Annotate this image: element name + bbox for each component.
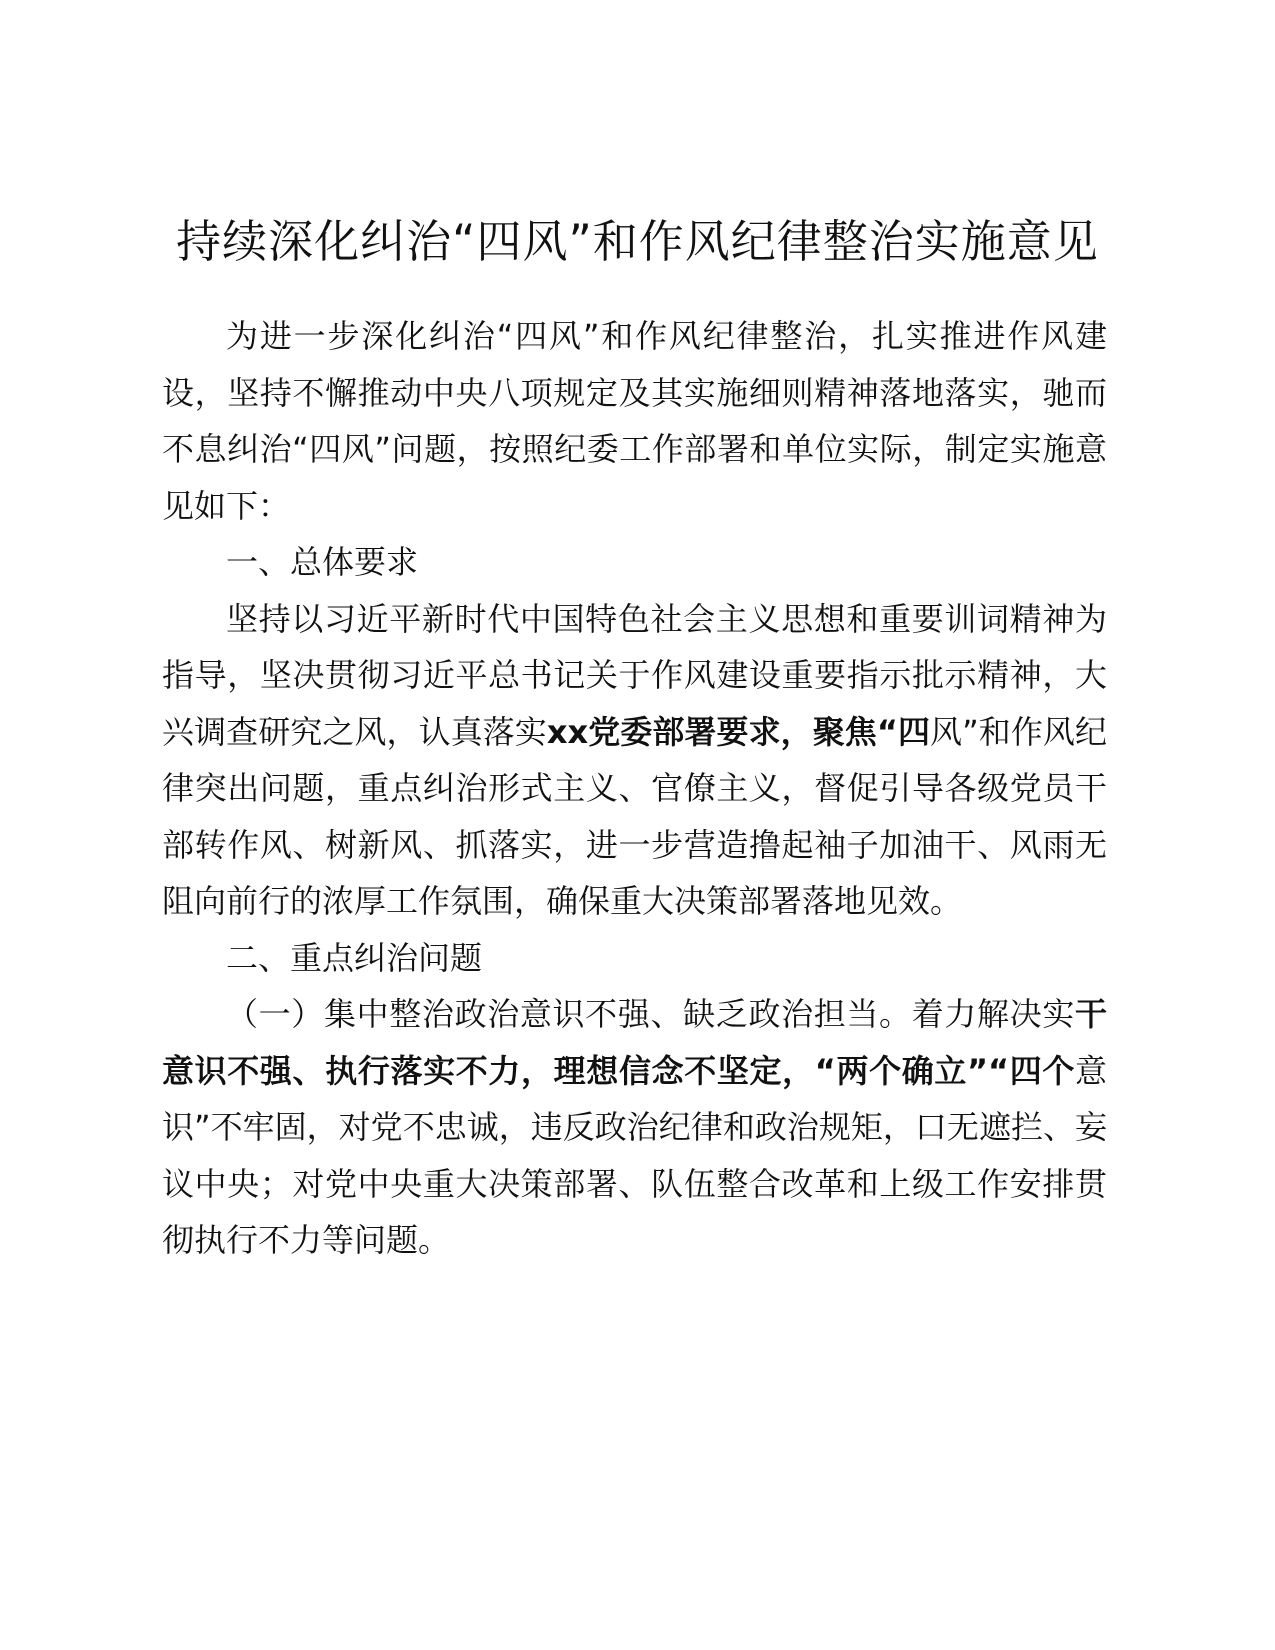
- intro-paragraph: 为进一步深化纠治“四风”和作风纪律整治，扎实推进作风建设，坚持不懈推动中央八项规定及其实施细则精神落地落实，驰而不息纠治“四风”问题，按照纪委工作部署和单位实际，制定实施意见如下：: [162, 317, 1107, 525]
- section-heading-overall-requirements: 一、总体要求: [226, 543, 419, 581]
- section-heading-key-problems: 二、重点纠治问题: [226, 938, 483, 977]
- document-body: [162, 308, 1107, 1269]
- key-problems-text-1: （一）集中整治政治意识不强、缺乏政治担当。着力解决实: [226, 995, 1075, 1033]
- overall-requirements-text-2: 风”和作风纪律突出问题，重点纠治形式主义、官僚主义，督促引导各级党员干部转作风、树新风、抓落实，进一步营造撸起袖子加油干、风雨无阻向前行的浓厚工作氛围，确保重大决策部署落地见效。: [162, 712, 1107, 920]
- overall-requirements-paragraph: [162, 591, 1107, 930]
- key-problems-text-2: 意识”不牢固，对党不忠诚，违反政治纪律和政治规矩，口无遮拦、妄议中央；对党中央重大决策部署、队伍整合改革和上级工作安排贯彻执行不力等问题。: [162, 1051, 1107, 1259]
- key-problems-text-bold: 干意识不强、执行落实不力，理想信念不坚定，“两个确立”“四个: [162, 995, 1107, 1090]
- document-title: 持续深化纠治“四风”和作风纪律整治实施意见: [176, 215, 1099, 268]
- overall-requirements-text-bold: xx党委部署要求，聚焦“四: [546, 712, 931, 751]
- overall-requirements-text-1: 坚持以习近平新时代中国特色社会主义思想和重要训词精神为指导，坚决贯彻习近平总书记关于作风建设重要指示批示精神，大兴调查研究之风，认真落实: [162, 599, 1107, 751]
- key-problems-paragraph: [162, 986, 1107, 1269]
